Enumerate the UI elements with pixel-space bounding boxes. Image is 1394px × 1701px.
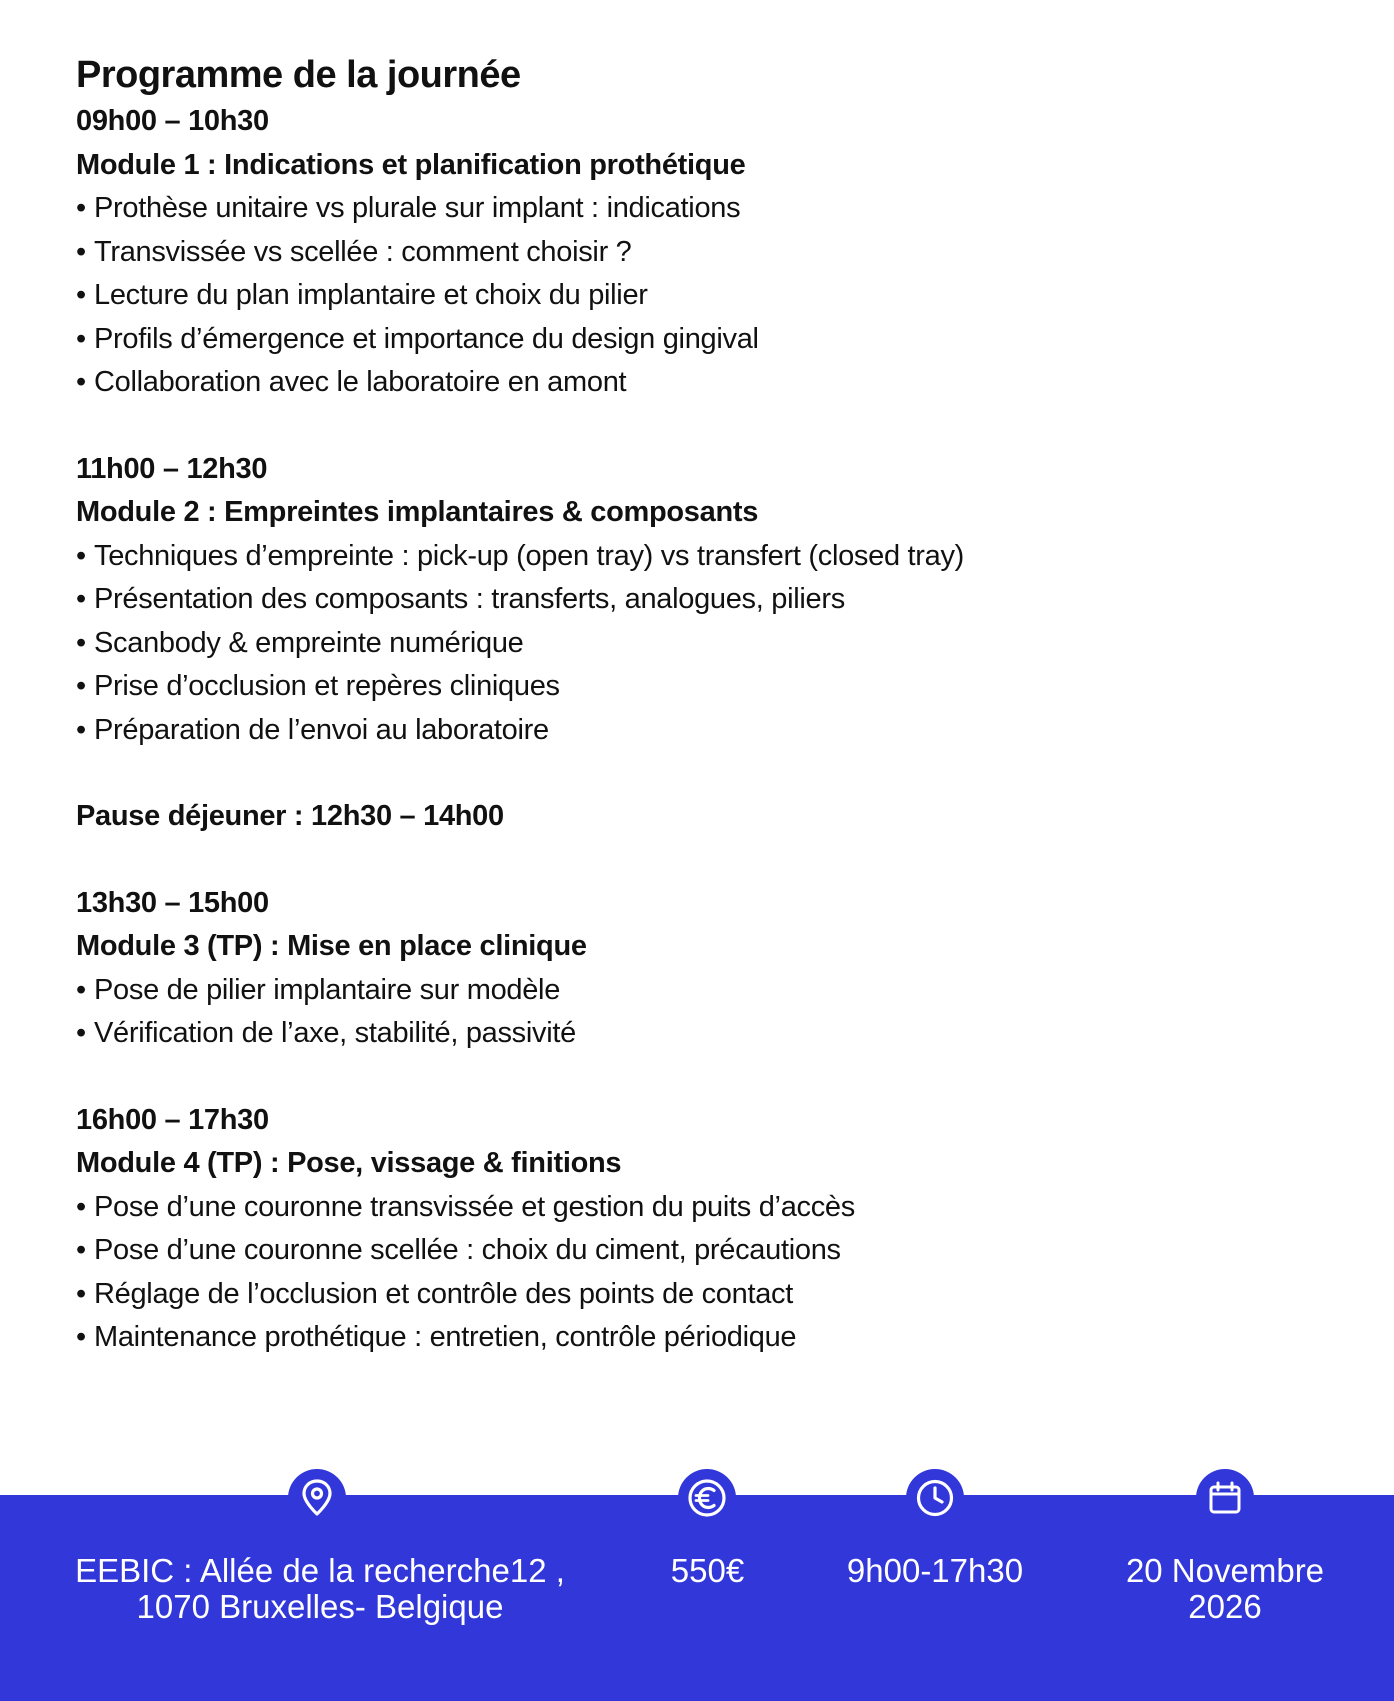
calendar-icon <box>1196 1469 1254 1527</box>
module-title: Module 3 (TP) : Mise en place clinique <box>76 930 587 962</box>
module-title: Module 4 (TP) : Pose, vissage & finitions <box>76 1147 622 1179</box>
list-item: • Techniques d’empreinte : pick-up (open tray) vs transfert (closed tray) <box>76 539 965 572</box>
list-item: • Prise d’occlusion et repères cliniques <box>76 670 560 702</box>
section-time: 16h00 – 17h30 <box>76 1103 269 1136</box>
list-item: • Pose de pilier implantaire sur modèle <box>76 973 561 1006</box>
module-title: Module 2 : Empreintes implantaires & composants <box>76 496 759 528</box>
list-item: • Collaboration avec le laboratoire en amont <box>76 366 627 398</box>
list-item: • Réglage de l’occlusion et contrôle des points de contact <box>76 1277 793 1310</box>
lunch-break: Pause déjeuner : 12h30 – 14h00 <box>76 800 504 832</box>
list-item: • Présentation des composants : transferts, analogues, piliers <box>76 583 845 615</box>
location-pin-icon <box>288 1469 346 1527</box>
list-item: • Prothèse unitaire vs plurale sur implant : indications <box>76 192 741 224</box>
list-item: • Profils d’émergence et importance du design gingival <box>76 322 759 355</box>
location-line2: 1070 Bruxelles- Belgique <box>136 1588 504 1625</box>
section-time: 09h00 – 10h30 <box>76 105 269 137</box>
date-line2: 2026 <box>1188 1588 1262 1625</box>
euro-icon <box>678 1469 736 1527</box>
info-footer <box>0 1495 1394 1701</box>
list-item: • Pose d’une couronne scellée : choix du ciment, précautions <box>76 1234 841 1266</box>
list-item: • Transvissée vs scellée : comment choisir ? <box>76 235 632 268</box>
clock-icon <box>906 1469 964 1527</box>
location-line1: EEBIC : Allée de la recherche12 , <box>75 1552 565 1589</box>
module-section <box>76 882 1356 1056</box>
date-line1: 20 Novembre <box>1125 1552 1325 1589</box>
list-item: • Pose d’une couronne transvissée et gestion du puits d’accès <box>76 1190 855 1223</box>
programme-content <box>76 50 1356 1403</box>
module-section <box>76 100 1356 405</box>
section-time: 11h00 – 12h30 <box>76 452 268 485</box>
module-section <box>76 1099 1356 1360</box>
module-title: Module 1 : Indications et planification prothétique <box>76 148 746 181</box>
list-item: • Préparation de l’envoi au laboratoire <box>76 713 549 746</box>
module-section <box>76 448 1356 753</box>
list-item: • Vérification de l’axe, stabilité, passivité <box>76 1017 576 1049</box>
list-item: • Lecture du plan implantaire et choix du pilier <box>76 279 648 311</box>
hours-text: 9h00-17h30 <box>846 1552 1024 1589</box>
section-time: 13h30 – 15h00 <box>76 886 269 919</box>
list-item: • Scanbody & empreinte numérique <box>76 626 524 659</box>
list-item: • Maintenance prothétique : entretien, contrôle périodique <box>76 1321 797 1353</box>
page-title: Programme de la journée <box>76 54 521 96</box>
price-text: 550€ <box>670 1552 745 1589</box>
